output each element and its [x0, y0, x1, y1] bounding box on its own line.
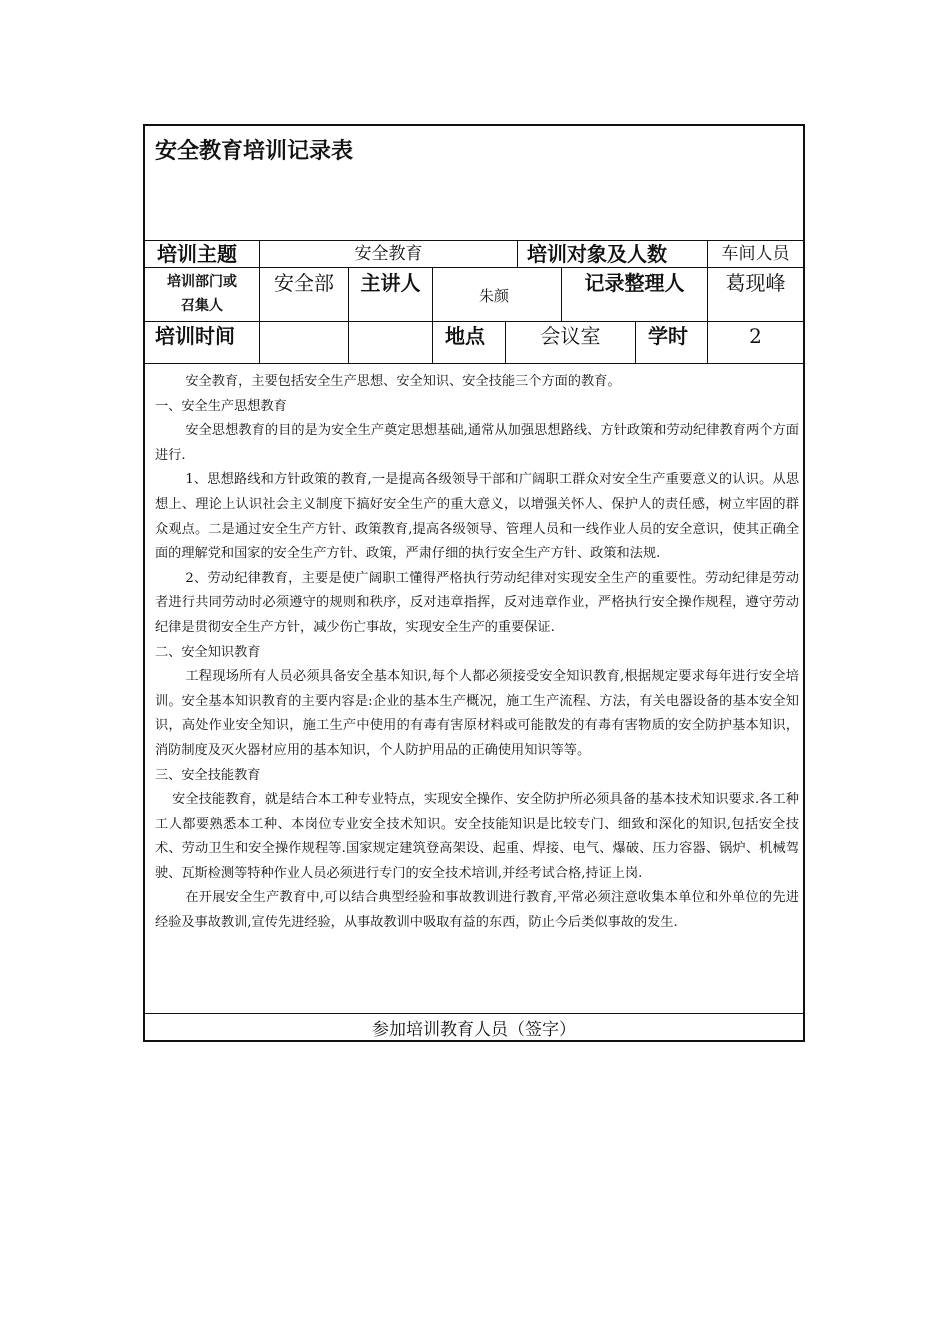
dept-label-line1: 培训部门或 — [167, 274, 237, 290]
section-1-paragraph-2: 1、思想路线和方针政策的教育,一是提高各级领导干部和广阔职工群众对安全生产重要意义的认识。从思想上、理论上认识社会主义制度下搞好安全生产的重大意义，以增强关怀人、保护人的责任感，树立牢固的群众观点。二是通过安全生产方针、政策教育,提高各级领导、管理人员和一线作业人员的安全意识，使其正确全面的理解党和国家的安全生产方针、政策，严肃仔细的执行安全生产方针、政策和法规. — [155, 472, 800, 562]
speaker-value: 朱颜 — [479, 287, 510, 305]
hours-label: 学时 — [648, 324, 688, 348]
section-2-heading: 二、安全知识教育 — [155, 644, 261, 660]
grid-line — [517, 240, 518, 267]
dept-label-line2: 召集人 — [181, 298, 223, 314]
section-3-paragraph-1: 安全技能教育，就是结合本工种专业特点，实现安全操作、安全防护所必须具备的基本技术知识要求.各工种工人都要熟悉本工种、本岗位专业安全技术知识。安全技能知识是比较专门、细致和深化的知识,包括安全技术、劳动卫生和安全操作规程等.国家规定建筑登高架设、起重、焊接、电气、爆破、压力容器、锅炉、机械驾驶、瓦斯检测等特种作业人员必须进行专门的安全技术培训,并经考试合格,持证上岗. — [155, 792, 799, 881]
record-form — [143, 124, 805, 1042]
section-2-paragraph-1: 工程现场所有人员必须具备安全基本知识,每个人都必须接受安全知识教育,根据规定要求每年进行安全培训。安全基本知识教育的主要内容是:企业的基本生产概况，施工生产流程、方法，有关电器设备的基本安全知识，高处作业安全知识，施工生产中使用的有毒有害原材料或可能散发的有毒有害物质的安全防护基本知识，消防制度及灭火器材应用的基本知识，个人防护用品的正确使用知识等等。 — [155, 669, 799, 758]
grid-line — [348, 321, 349, 363]
grid-line — [432, 321, 433, 363]
section-3-paragraph-2: 在开展安全生产教育中,可以结合典型经验和事故教训进行教育,平常必须注意收集本单位和外单位的先进经验及事故教训,宣传先进经验，从事故教训中吸取有益的东西，防止今后类似事故的发生. — [155, 890, 799, 931]
recorder-value: 葛现峰 — [725, 271, 786, 295]
grid-line — [259, 321, 260, 363]
section-1-paragraph-3: 2、劳动纪律教育，主要是使广阔职工懂得严格执行劳动纪律对实现安全生产的重要性。劳动纪律是劳动者进行共同劳动时必须遵守的规则和秩序，反对违章指挥，反对违章作业，严格执行安全操作规程，遵守劳动纪律是贯彻安全生产方针，减少伤亡事故，实现安全生产的重要保证. — [155, 570, 799, 635]
dept-label — [145, 270, 259, 318]
time-label: 培训时间 — [155, 324, 235, 348]
audience-label: 培训对象及人数 — [527, 242, 667, 266]
grid-line — [145, 363, 803, 364]
signature-row-label: 参加培训教育人员（签字） — [372, 1020, 576, 1040]
grid-line — [145, 1013, 803, 1014]
topic-value: 安全教育 — [354, 244, 423, 264]
section-1-paragraph-1: 安全思想教育的目的是为安全生产奠定思想基础,通常从加强思想路线、方针政策和劳动纪律教育两个方面进行. — [155, 423, 799, 463]
intro-paragraph: 安全教育，主要包括安全生产思想、安全知识、安全技能三个方面的教育。 — [185, 374, 621, 389]
speaker-label: 主讲人 — [360, 271, 421, 295]
dept-value: 安全部 — [274, 271, 334, 295]
place-value: 会议室 — [540, 324, 601, 348]
place-label: 地点 — [445, 324, 485, 348]
form-title: 安全教育培训记录表 — [155, 138, 354, 164]
grid-line — [635, 321, 636, 363]
section-3-heading: 三、安全技能教育 — [155, 767, 261, 783]
section-1-heading: 一、安全生产思想教育 — [155, 398, 287, 414]
recorder-label: 记录整理人 — [584, 271, 685, 295]
hours-value: 2 — [749, 324, 762, 348]
topic-label: 培训主题 — [157, 242, 237, 266]
training-content — [155, 370, 799, 936]
audience-value: 车间人员 — [721, 244, 790, 264]
grid-line — [432, 267, 433, 321]
